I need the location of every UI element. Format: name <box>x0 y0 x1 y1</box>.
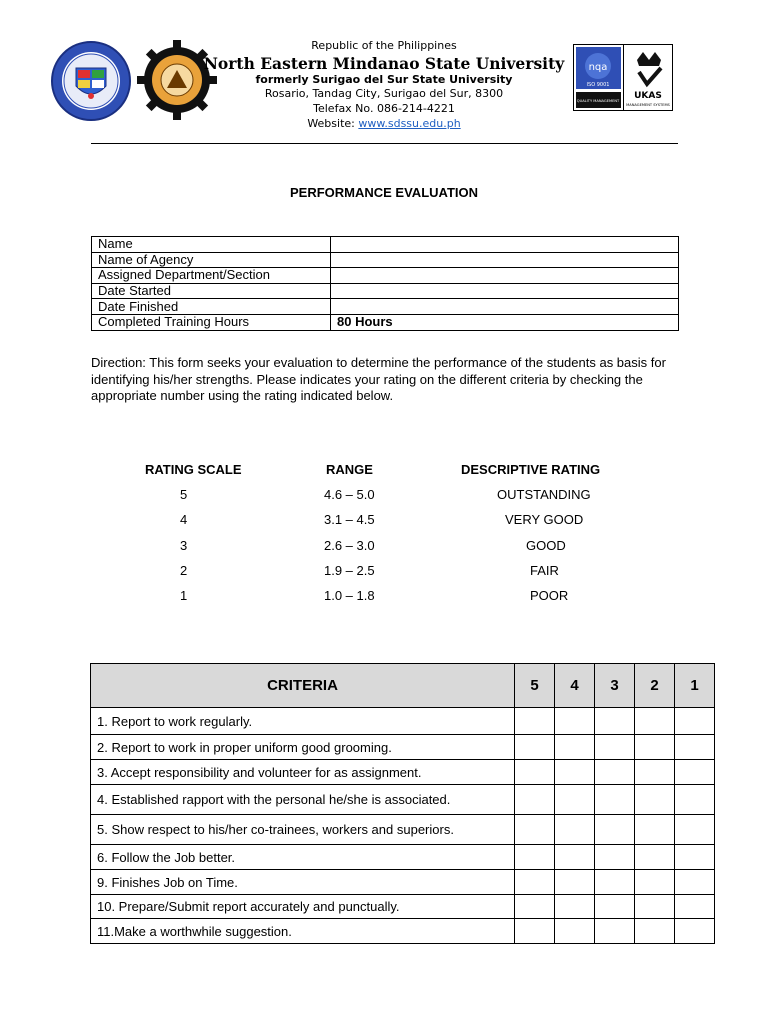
rating-checkbox-5[interactable] <box>515 895 555 919</box>
rating-checkbox-4[interactable] <box>555 785 595 815</box>
rating-checkbox-1[interactable] <box>675 870 715 895</box>
criteria-header: CRITERIA <box>91 664 515 708</box>
table-row <box>91 845 715 870</box>
rating-checkbox-3[interactable] <box>595 815 635 845</box>
table-row <box>91 760 715 785</box>
rating-checkbox-4[interactable] <box>555 815 595 845</box>
rating-checkbox-5[interactable] <box>515 708 555 735</box>
criteria-item: 6. Follow the Job better. <box>91 845 515 870</box>
republic-line: Republic of the Philippines <box>311 39 457 52</box>
rating-column-4: 4 <box>555 664 595 708</box>
address-line: Rosario, Tandag City, Surigao del Sur, 8300 <box>264 87 504 100</box>
telefax-line: Telefax No. 086-214-4221 <box>313 102 455 115</box>
rating-checkbox-3[interactable] <box>595 870 635 895</box>
criteria-item: 1. Report to work regularly. <box>91 708 515 735</box>
table-row <box>92 237 679 253</box>
info-label: Name <box>92 237 331 253</box>
range-value: 2.6 – 3.0 <box>324 538 375 553</box>
rating-scale-value: 3 <box>180 538 188 553</box>
descriptive-rating-value: POOR <box>530 588 569 603</box>
table-row <box>91 735 715 760</box>
rating-checkbox-2[interactable] <box>635 760 675 785</box>
rating-checkbox-1[interactable] <box>675 815 715 845</box>
criteria-item: 2. Report to work in proper uniform good grooming. <box>91 735 515 760</box>
rating-checkbox-4[interactable] <box>555 708 595 735</box>
descriptive-rating-value: VERY GOOD <box>505 512 584 527</box>
rating-checkbox-5[interactable] <box>515 815 555 845</box>
table-row <box>91 919 715 944</box>
website-label: Website: <box>307 117 359 130</box>
rating-checkbox-3[interactable] <box>595 760 635 785</box>
rating-checkbox-2[interactable] <box>635 785 675 815</box>
header-divider <box>91 143 678 144</box>
rating-checkbox-1[interactable] <box>675 919 715 944</box>
rating-checkbox-1[interactable] <box>675 895 715 919</box>
info-label: Date Started <box>92 283 331 299</box>
rating-column-1: 1 <box>675 664 715 708</box>
rating-scale-header: RATING SCALE <box>145 462 242 477</box>
descriptive-rating-value: FAIR <box>530 563 559 578</box>
rating-checkbox-1[interactable] <box>675 785 715 815</box>
rating-checkbox-4[interactable] <box>555 895 595 919</box>
criteria-item: 9. Finishes Job on Time. <box>91 870 515 895</box>
rating-checkbox-5[interactable] <box>515 919 555 944</box>
rating-checkbox-2[interactable] <box>635 895 675 919</box>
info-label: Assigned Department/Section <box>92 268 331 284</box>
range-value: 1.0 – 1.8 <box>324 588 375 603</box>
rating-checkbox-3[interactable] <box>595 708 635 735</box>
rating-checkbox-2[interactable] <box>635 919 675 944</box>
info-table <box>91 236 679 331</box>
rating-checkbox-4[interactable] <box>555 760 595 785</box>
descriptive-rating-value: GOOD <box>526 538 566 553</box>
ukas-text: UKAS <box>634 91 662 101</box>
criteria-item: 3. Accept responsibility and volunteer for as assignment. <box>91 760 515 785</box>
rating-checkbox-4[interactable] <box>555 870 595 895</box>
website-link[interactable]: www.sdssu.edu.ph <box>358 117 461 130</box>
rating-checkbox-1[interactable] <box>675 735 715 760</box>
descriptive-rating-value: OUTSTANDING <box>497 487 591 502</box>
ms-text: MANAGEMENT SYSTEMS <box>626 103 670 107</box>
info-label: Date Finished <box>92 299 331 315</box>
rating-checkbox-2[interactable] <box>635 708 675 735</box>
qm-text: QUALITY MANAGEMENT <box>576 99 620 103</box>
rating-column-2: 2 <box>635 664 675 708</box>
table-row <box>91 708 715 735</box>
table-row <box>92 314 679 330</box>
table-row <box>91 815 715 845</box>
info-value-field[interactable]: 80 Hours <box>331 314 679 330</box>
info-value-field[interactable] <box>331 299 679 315</box>
descriptive-rating-header: DESCRIPTIVE RATING <box>461 462 601 477</box>
website-line <box>0 117 768 130</box>
table-row <box>92 283 679 299</box>
rating-checkbox-1[interactable] <box>675 845 715 870</box>
rating-checkbox-4[interactable] <box>555 735 595 760</box>
table-row <box>91 870 715 895</box>
direction-text: Direction: This form seeks your evaluation to determine the performance of the students as basis for identifying his/her strengths. Please indicates your rating on the different criteria by checking the appropriate number using the rating indicated below. <box>91 355 666 403</box>
criteria-table <box>90 663 715 944</box>
page-title: PERFORMANCE EVALUATION <box>289 185 479 200</box>
table-row <box>92 299 679 315</box>
rating-scale-value: 4 <box>180 512 188 527</box>
rating-checkbox-5[interactable] <box>515 735 555 760</box>
rating-scale-value: 2 <box>180 563 188 578</box>
rating-checkbox-5[interactable] <box>515 870 555 895</box>
table-row <box>92 252 679 268</box>
rating-scale-value: 5 <box>180 487 188 502</box>
range-value: 4.6 – 5.0 <box>324 487 375 502</box>
rating-checkbox-3[interactable] <box>595 919 635 944</box>
rating-column-3: 3 <box>595 664 635 708</box>
rating-checkbox-1[interactable] <box>675 708 715 735</box>
info-value-field[interactable] <box>331 283 679 299</box>
rating-scale-value: 1 <box>180 588 188 603</box>
rating-checkbox-1[interactable] <box>675 760 715 785</box>
rating-checkbox-5[interactable] <box>515 785 555 815</box>
criteria-item: 5. Show respect to his/her co-trainees, workers and superiors. <box>91 815 515 845</box>
rating-checkbox-3[interactable] <box>595 895 635 919</box>
info-value-field[interactable] <box>331 252 679 268</box>
rating-checkbox-4[interactable] <box>555 919 595 944</box>
info-value-field[interactable] <box>331 237 679 253</box>
criteria-header-row <box>91 664 715 708</box>
info-label: Completed Training Hours <box>92 314 331 330</box>
formerly-line: formerly Surigao del Sur State University <box>255 73 513 86</box>
rating-checkbox-2[interactable] <box>635 815 675 845</box>
range-value: 1.9 – 2.5 <box>324 563 375 578</box>
rating-checkbox-5[interactable] <box>515 760 555 785</box>
nqa-text: nqa <box>588 62 608 73</box>
criteria-item: 11.Make a worthwhile suggestion. <box>91 919 515 944</box>
rating-checkbox-3[interactable] <box>595 845 635 870</box>
table-row <box>91 785 715 815</box>
criteria-item: 10. Prepare/Submit report accurately and punctually. <box>91 895 515 919</box>
table-row <box>91 895 715 919</box>
criteria-item: 4. Established rapport with the personal he/she is associated. <box>91 785 515 815</box>
rating-column-5: 5 <box>515 664 555 708</box>
info-label: Name of Agency <box>92 252 331 268</box>
rating-checkbox-2[interactable] <box>635 870 675 895</box>
range-value: 3.1 – 4.5 <box>324 512 375 527</box>
rating-checkbox-3[interactable] <box>595 785 635 815</box>
iso-text: ISO 9001 <box>586 82 610 88</box>
range-header: RANGE <box>326 462 373 477</box>
rating-checkbox-4[interactable] <box>555 845 595 870</box>
university-name: North Eastern Mindanao State University <box>203 54 565 73</box>
info-value-field[interactable] <box>331 268 679 284</box>
rating-checkbox-2[interactable] <box>635 845 675 870</box>
rating-checkbox-3[interactable] <box>595 735 635 760</box>
table-row <box>92 268 679 284</box>
rating-checkbox-5[interactable] <box>515 845 555 870</box>
rating-checkbox-2[interactable] <box>635 735 675 760</box>
